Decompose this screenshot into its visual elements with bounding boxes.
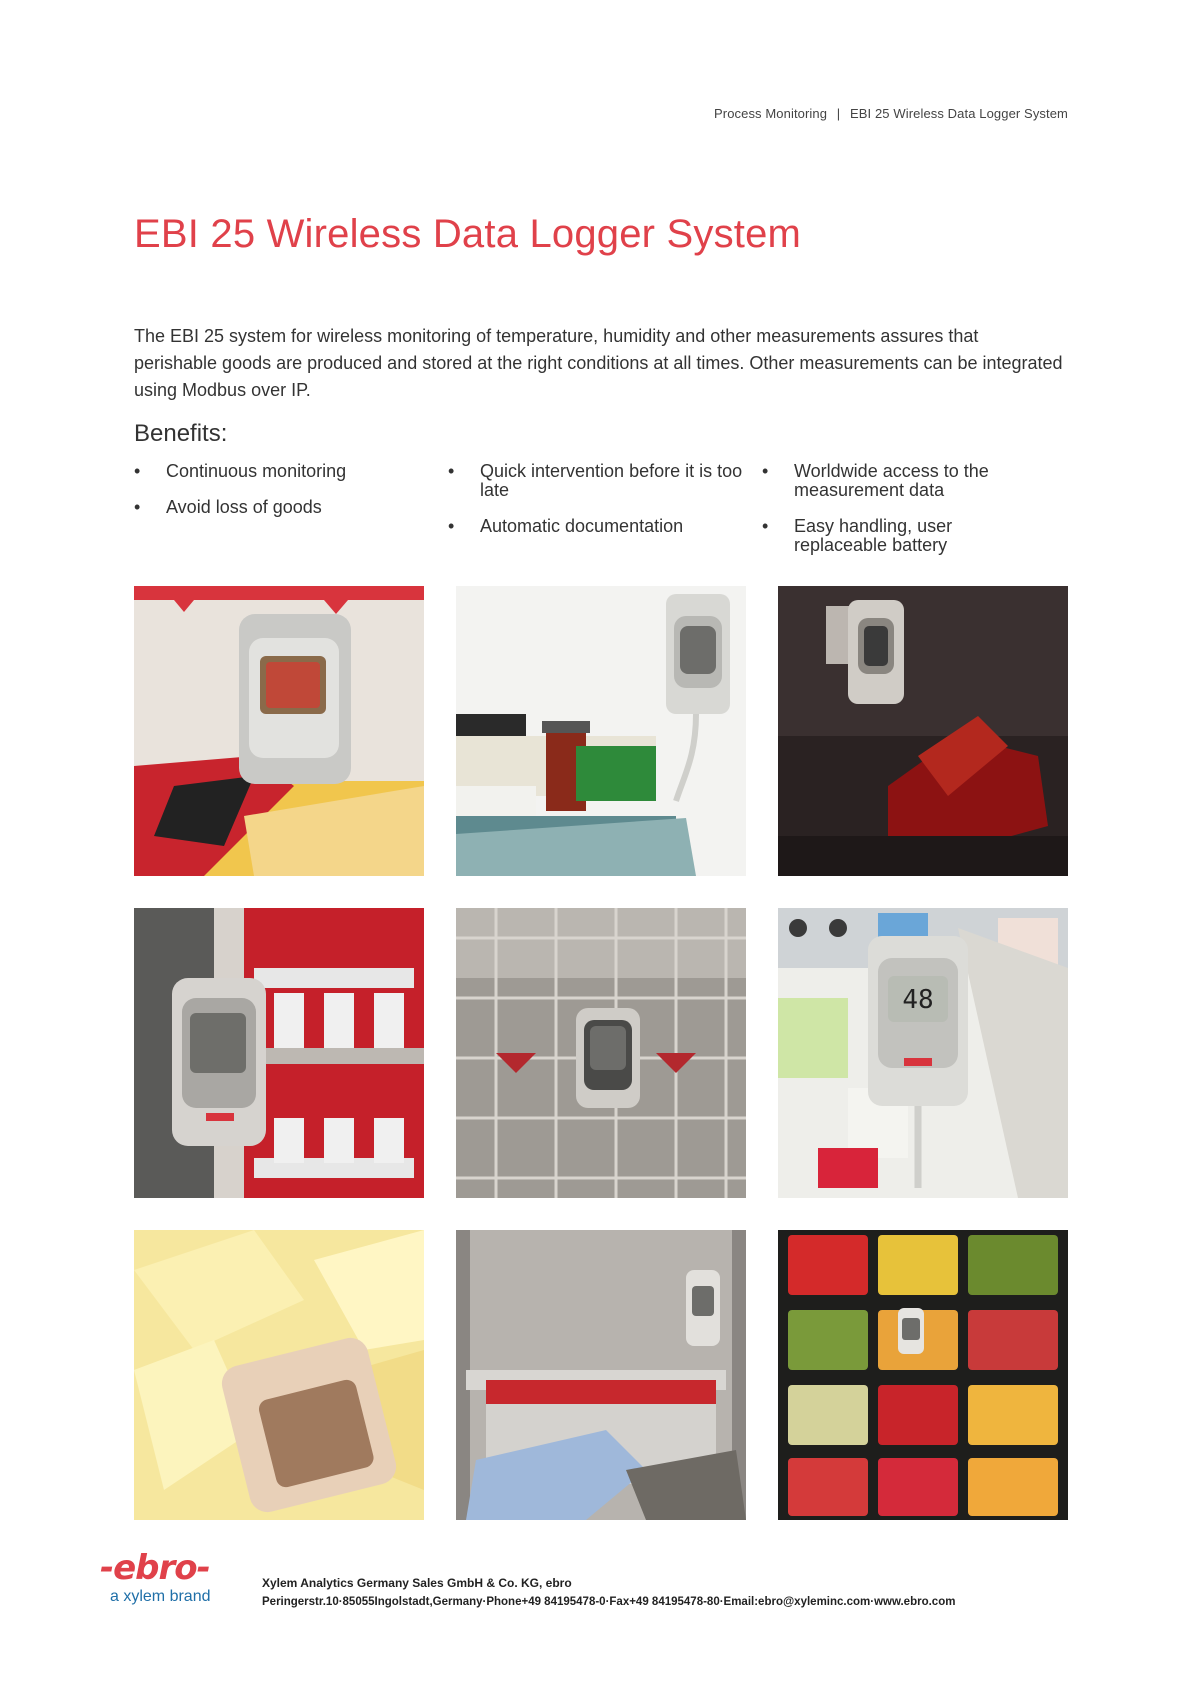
benefit-item — [134, 498, 424, 517]
benefit-text: Quick intervention before it is too late — [480, 461, 743, 500]
bullet-icon: • — [448, 516, 455, 536]
benefit-text: Avoid loss of goods — [166, 497, 322, 517]
benefit-text: Automatic documentation — [480, 516, 684, 536]
bullet-icon: • — [134, 497, 141, 517]
photo-tomatoes — [134, 908, 424, 1198]
benefit-item — [448, 517, 748, 536]
benefit-text: Continuous monitoring — [166, 461, 347, 481]
benefit-item — [134, 462, 424, 481]
logo-wordmark: -ebro- — [100, 1548, 210, 1588]
photo-cheese — [134, 1230, 424, 1520]
page-title: EBI 25 Wireless Data Logger System — [134, 212, 802, 256]
photo-medical-fridge — [778, 908, 1068, 1198]
ebro-logo — [100, 1550, 250, 1606]
bullet-icon: • — [134, 461, 141, 481]
benefits-column-3 — [762, 462, 1022, 572]
logo-tagline: a xylem brand — [110, 1588, 211, 1605]
benefits-column-2 — [448, 462, 748, 553]
header-breadcrumb — [714, 106, 1068, 121]
header-section: Process Monitoring — [714, 106, 828, 121]
photo-freezer-food — [134, 586, 424, 876]
benefits-column-1 — [134, 462, 424, 534]
photo-fruit-trays — [778, 1230, 1068, 1520]
benefit-item — [762, 517, 1022, 555]
bullet-icon: • — [448, 461, 455, 481]
benefit-text: Easy handling, user replaceable battery — [794, 516, 953, 555]
device-reading: 48 — [902, 985, 934, 1015]
photo-pharmacy-shelf — [456, 586, 746, 876]
intro-paragraph: The EBI 25 system for wireless monitoring of temperature, humidity and other measurements assures that perishable goods are produced and stored at the right conditions at all times. Other measurements can be integrated using Modbus over IP. — [134, 326, 1063, 400]
footer-address: Peringerstr.10·85055Ingolstadt,Germany·Phone+49 84195478-0·Fax+49 84195478-80·Email:ebro@xyleminc.com·www.ebro.com — [262, 1596, 956, 1608]
header-product: EBI 25 Wireless Data Logger System — [850, 106, 1068, 121]
bullet-icon: • — [762, 461, 769, 481]
photo-cold-room-meat — [778, 586, 1068, 876]
benefit-text: Worldwide access to the measurement data — [794, 461, 989, 500]
benefit-item — [762, 462, 1022, 500]
header-separator: | — [836, 106, 841, 121]
bullet-icon: • — [762, 516, 769, 536]
benefits-heading: Benefits: — [134, 420, 228, 447]
photo-wire-basket — [456, 908, 746, 1198]
benefit-item — [448, 462, 748, 500]
photo-cabinet-box — [456, 1230, 746, 1520]
footer-company: Xylem Analytics Germany Sales GmbH & Co. KG, ebro — [262, 1576, 572, 1590]
